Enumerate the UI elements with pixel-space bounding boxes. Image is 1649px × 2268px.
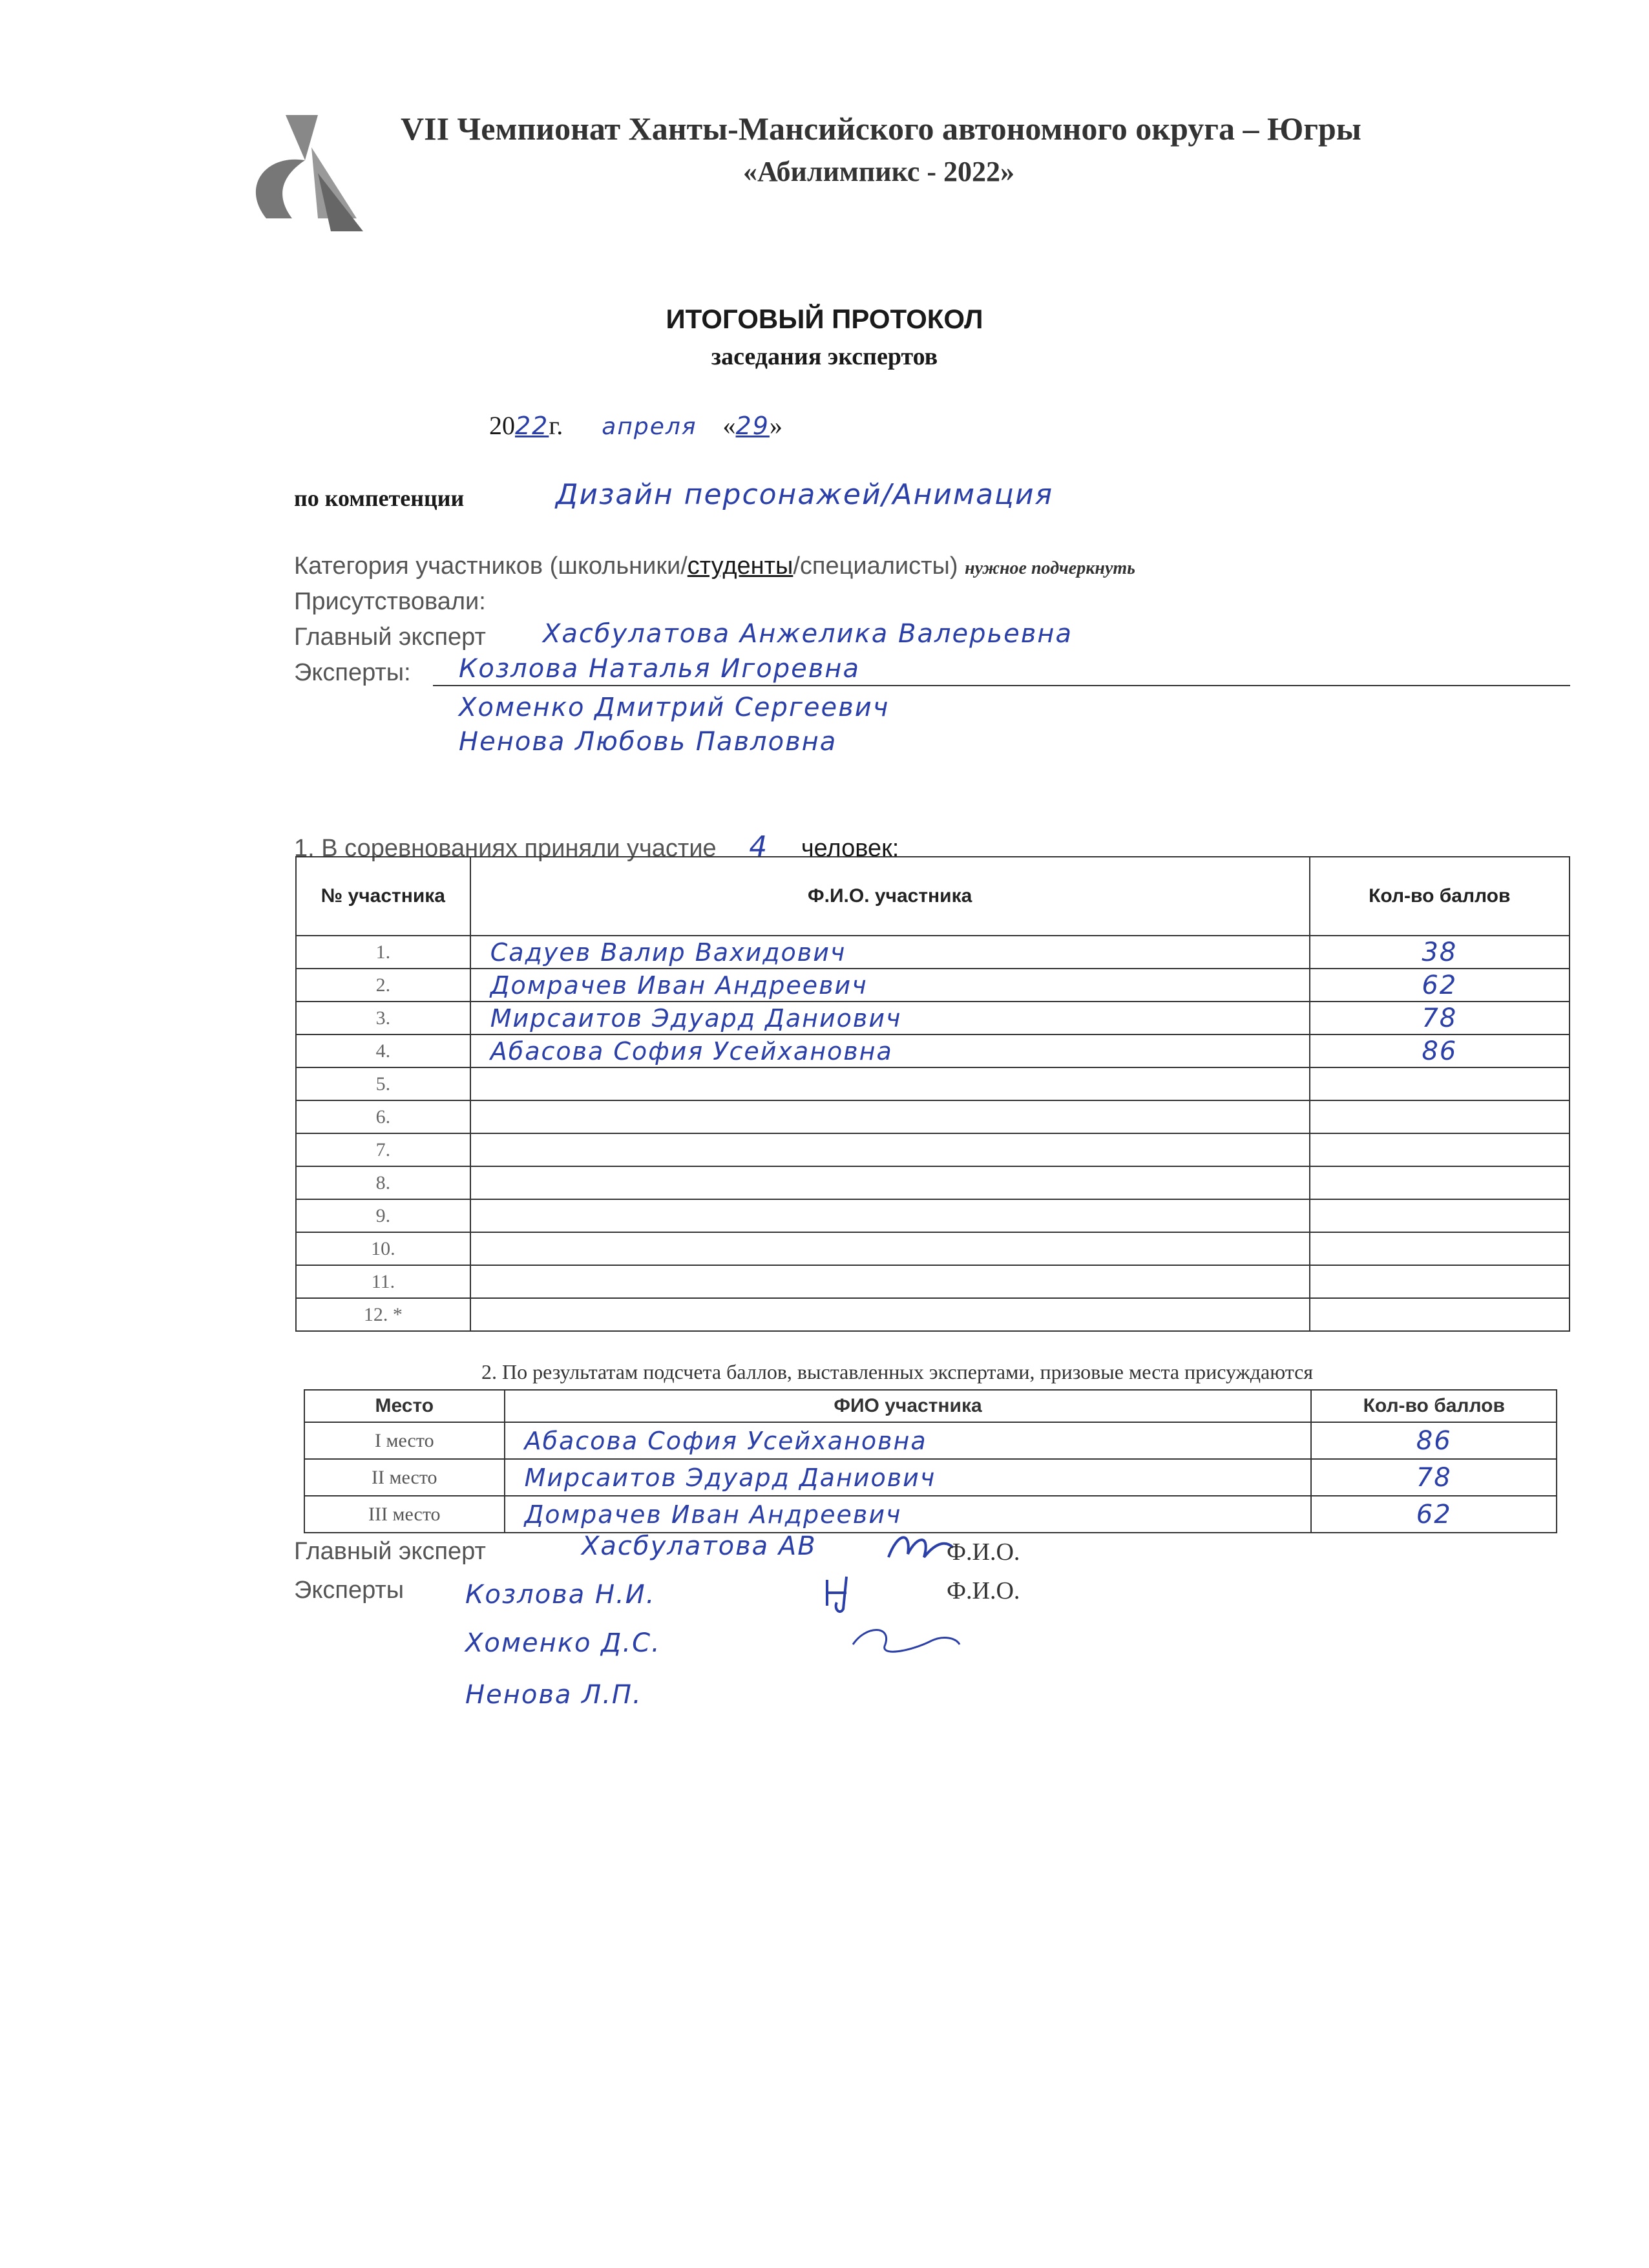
competency-label: по компетенции — [294, 485, 465, 511]
table-row — [296, 1232, 1570, 1265]
date-month-handwritten: апреля — [602, 414, 697, 440]
winners-table — [304, 1389, 1557, 1533]
signature-expert-1: Козлова Н.И. — [465, 1580, 656, 1610]
category-text-after: /специалисты) — [793, 552, 958, 580]
experts-label: Эксперты: — [294, 659, 411, 686]
row-number: 7. — [296, 1133, 470, 1166]
signature-chief-label: Главный эксперт — [294, 1538, 486, 1565]
row-name — [470, 1166, 1310, 1199]
chief-signature-icon — [885, 1528, 956, 1570]
category-line — [294, 552, 1135, 580]
table-row — [296, 1199, 1570, 1232]
header-name: Ф.И.О. участника — [470, 857, 1310, 936]
table-row — [304, 1459, 1557, 1496]
category-note: нужное подчеркнуть — [965, 558, 1135, 578]
row-score: 62 — [1311, 1496, 1557, 1533]
row-number: 5. — [296, 1067, 470, 1100]
competency-value: Дизайн персонажей/Анимация — [556, 478, 1054, 511]
row-name — [470, 1199, 1310, 1232]
row-name — [470, 1232, 1310, 1265]
row-name — [470, 1265, 1310, 1298]
chief-expert-name: Хасбулатова Анжелика Валерьевна — [543, 619, 1073, 649]
row-name — [470, 1100, 1310, 1133]
row-number: 8. — [296, 1166, 470, 1199]
header-name: ФИО участника — [505, 1390, 1312, 1422]
table-row — [304, 1496, 1557, 1533]
header-score: Кол-во баллов — [1310, 857, 1570, 936]
signature-experts-label: Эксперты — [294, 1577, 404, 1604]
signature-chief-fio: Ф.И.О. — [947, 1538, 1020, 1566]
date-year-handwritten: 22 — [515, 412, 549, 440]
table-row — [296, 936, 1570, 969]
row-number: 12. * — [296, 1298, 470, 1331]
row-number: 3. — [296, 1002, 470, 1034]
header-number: № участника — [296, 857, 470, 936]
row-number: 6. — [296, 1100, 470, 1133]
expert-name-3: Ненова Любовь Павловна — [459, 727, 837, 757]
row-place: II место — [304, 1459, 505, 1496]
expert-name-1: Козлова Наталья Игоревна — [459, 654, 860, 684]
date-day-open: « — [722, 411, 736, 440]
table-row — [304, 1422, 1557, 1459]
abilympics-logo-icon — [240, 109, 370, 231]
row-name: Домрачев Иван Андреевич — [505, 1496, 1312, 1533]
participation-text-after: человек: — [801, 835, 899, 862]
results-text: 2. По результатам подсчета баллов, выставленных экспертами, призовые места присуждаются — [481, 1360, 1313, 1383]
row-score — [1310, 1265, 1570, 1298]
row-score — [1310, 1100, 1570, 1133]
championship-subtitle: «Абилимпикс - 2022» — [743, 156, 1015, 187]
row-number: 11. — [296, 1265, 470, 1298]
table-header-row — [296, 857, 1570, 936]
row-score: 86 — [1310, 1034, 1570, 1067]
row-place: I место — [304, 1422, 505, 1459]
signature-expert-3: Ненова Л.П. — [465, 1680, 642, 1710]
row-score — [1310, 1199, 1570, 1232]
date-day-close: » — [769, 411, 782, 440]
row-name: Мирсаитов Эдуард Даниович — [470, 1002, 1310, 1034]
table-row — [296, 1002, 1570, 1034]
row-score — [1310, 1133, 1570, 1166]
table-row — [296, 1298, 1570, 1331]
table-row — [296, 1067, 1570, 1100]
row-number: 4. — [296, 1034, 470, 1067]
date-year-prefix: 20 — [489, 411, 515, 440]
row-name — [470, 1298, 1310, 1331]
row-name: Абасова София Усейхановна — [505, 1422, 1312, 1459]
championship-title: VII Чемпионат Ханты-Мансийского автономного округа – Югры — [401, 110, 1361, 147]
row-name: Абасова София Усейхановна — [470, 1034, 1310, 1067]
row-score — [1310, 1298, 1570, 1331]
row-score: 78 — [1311, 1459, 1557, 1496]
expert-name-2: Хоменко Дмитрий Сергеевич — [459, 693, 890, 722]
row-score: 38 — [1310, 936, 1570, 969]
table-row — [296, 1133, 1570, 1166]
row-score: 86 — [1311, 1422, 1557, 1459]
table-row — [296, 1265, 1570, 1298]
date-line — [489, 410, 782, 441]
signature-experts-fio: Ф.И.О. — [947, 1577, 1020, 1604]
row-score — [1310, 1232, 1570, 1265]
header-place: Место — [304, 1390, 505, 1422]
table-row — [296, 969, 1570, 1002]
category-underlined: студенты — [687, 552, 793, 580]
row-score: 62 — [1310, 969, 1570, 1002]
table-row — [296, 1166, 1570, 1199]
signature-chief-handwritten: Хасбулатова АВ — [582, 1531, 817, 1561]
present-label: Присутствовали: — [294, 588, 486, 615]
row-name — [470, 1133, 1310, 1166]
row-number: 10. — [296, 1232, 470, 1265]
chief-expert-label: Главный эксперт — [294, 624, 486, 651]
row-name: Мирсаитов Эдуард Даниович — [505, 1459, 1312, 1496]
date-year-suffix: г. — [549, 411, 563, 440]
row-name: Садуев Валир Вахидович — [470, 936, 1310, 969]
expert-signature-icon — [821, 1570, 866, 1619]
protocol-title: ИТОГОВЫЙ ПРОТОКОЛ — [666, 304, 983, 334]
participants-table — [295, 856, 1570, 1332]
row-score: 78 — [1310, 1002, 1570, 1034]
expert-signature-icon — [846, 1619, 963, 1667]
experts-underline — [433, 685, 1570, 686]
header-score: Кол-во баллов — [1311, 1390, 1557, 1422]
protocol-subtitle: заседания экспертов — [711, 343, 938, 370]
row-score — [1310, 1166, 1570, 1199]
table-row — [296, 1034, 1570, 1067]
row-name — [470, 1067, 1310, 1100]
table-row — [296, 1100, 1570, 1133]
date-day-handwritten: 29 — [735, 412, 770, 440]
participation-text-before: 1. В соревнованиях приняли участие — [294, 835, 717, 862]
row-number: 9. — [296, 1199, 470, 1232]
table-header-row — [304, 1390, 1557, 1422]
signature-expert-2: Хоменко Д.С. — [465, 1628, 661, 1658]
row-number: 1. — [296, 936, 470, 969]
row-place: III место — [304, 1496, 505, 1533]
category-text-before: Категория участников (школьники/ — [294, 552, 688, 580]
participation-count: 4 — [749, 830, 769, 863]
row-score — [1310, 1067, 1570, 1100]
row-name: Домрачев Иван Андреевич — [470, 969, 1310, 1002]
row-number: 2. — [296, 969, 470, 1002]
